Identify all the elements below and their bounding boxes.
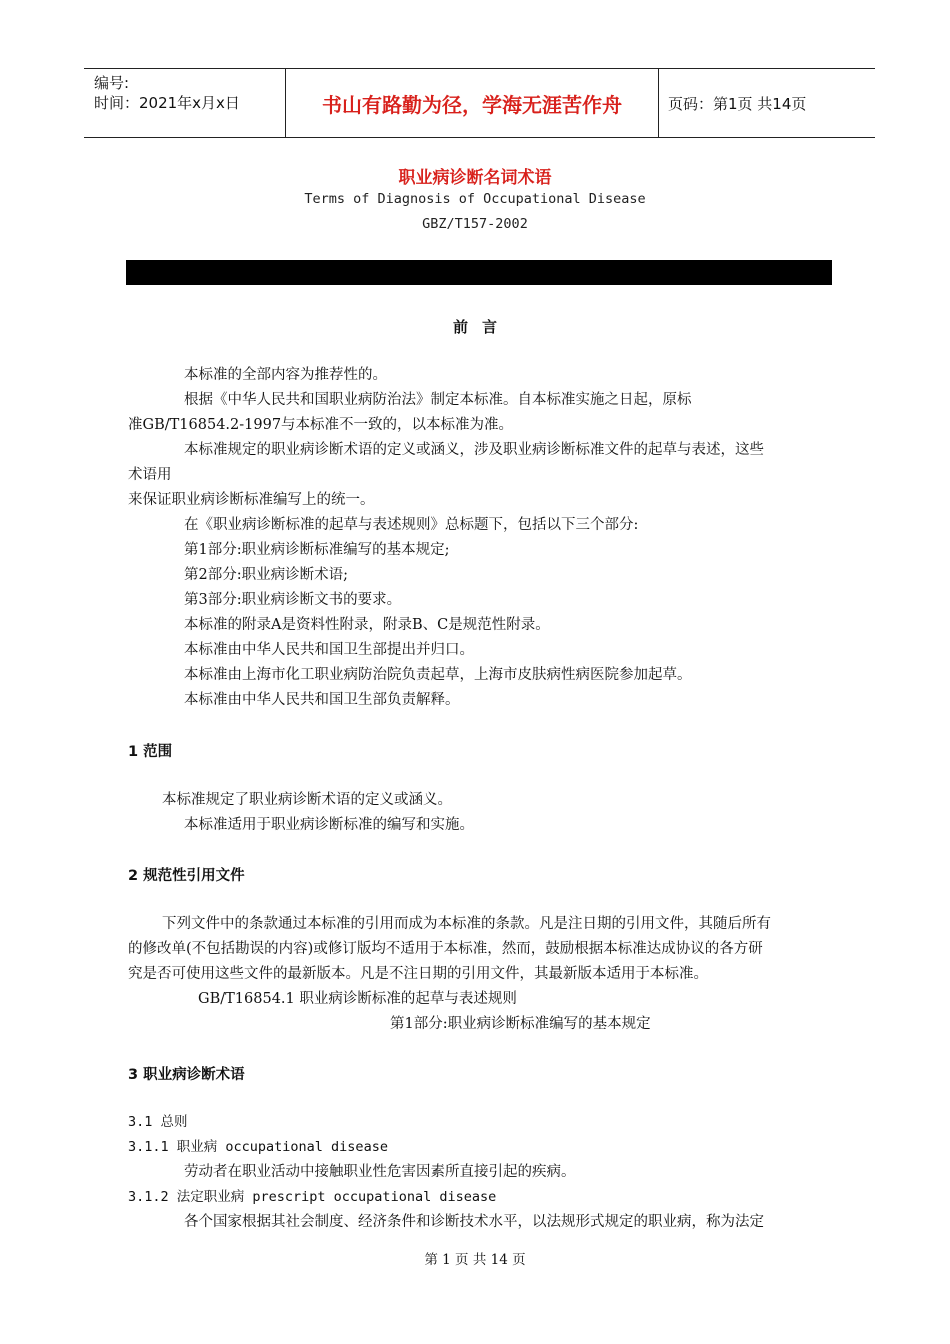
section-2-line: 究是否可使用这些文件的最新版本。凡是不注日期的引用文件，其最新版本适用于本标准。 bbox=[128, 966, 708, 982]
section-1-heading: 1 范围 bbox=[128, 744, 173, 760]
foreword-line: 本标准规定的职业病诊断术语的定义或涵义，涉及职业病诊断标准文件的起草与表述，这些 bbox=[184, 442, 764, 458]
document-subtitle: Terms of Diagnosis of Occupational Disease bbox=[304, 191, 646, 207]
subsection-heading: 3.1 总则 bbox=[128, 1114, 188, 1130]
term-heading: 3.1.2 法定职业病 prescript occupational disease bbox=[128, 1189, 497, 1205]
header-meta-cell bbox=[84, 69, 284, 137]
foreword-line-text: 根据《中华人民共和国职业病防治法》制定本标准。自本标准实施之日起，原标 bbox=[184, 392, 692, 408]
referenced-standard-part: 第1部分:职业病诊断标准编写的基本规定 bbox=[390, 1016, 651, 1032]
referenced-standard: GB/T16854.1 职业病诊断标准的起草与表述规则 bbox=[198, 991, 517, 1007]
foreword-line: 本标准由中华人民共和国卫生部负责解释。 bbox=[184, 692, 460, 708]
foreword-line: 准GB/T16854.2-1997与本标准不一致的，以本标准为准。 bbox=[128, 417, 514, 433]
section-2-heading: 2 规范性引用文件 bbox=[128, 868, 245, 884]
page-footer: 第 1 页 共 14 页 bbox=[424, 1252, 526, 1268]
document-date-label: 时间：2021年x月x日 bbox=[94, 94, 240, 112]
term-heading: 3.1.1 职业病 occupational disease bbox=[128, 1139, 388, 1155]
foreword-heading: 前言 bbox=[452, 318, 511, 336]
foreword-line: 本标准的全部内容为推荐性的。 bbox=[184, 367, 387, 383]
section-1-line: 本标准规定了职业病诊断术语的定义或涵义。 bbox=[162, 792, 452, 808]
foreword-line: 术语用 bbox=[128, 467, 172, 483]
standard-code: GBZ/T157-2002 bbox=[422, 216, 528, 232]
section-1-line: 本标准适用于职业病诊断标准的编写和实施。 bbox=[184, 817, 474, 833]
header-divider bbox=[658, 69, 659, 137]
section-3-heading: 3 职业病诊断术语 bbox=[128, 1067, 245, 1083]
header-table bbox=[84, 68, 875, 138]
document-title: 职业病诊断名词术语 bbox=[398, 168, 552, 188]
term-definition: 各个国家根据其社会制度、经济条件和诊断技术水平，以法规形式规定的职业病，称为法定 bbox=[184, 1214, 764, 1230]
foreword-line: 第3部分:职业病诊断文书的要求。 bbox=[184, 592, 402, 608]
foreword-line: 本标准由上海市化工职业病防治院负责起草，上海市皮肤病性病医院参加起草。 bbox=[184, 667, 692, 683]
header-slogan: 书山有路勤为径，学海无涯苦作舟 bbox=[322, 92, 622, 117]
foreword-line: 本标准的附录A是资料性附录，附录B、C是规范性附录。 bbox=[184, 617, 550, 633]
foreword-line: 本标准由中华人民共和国卫生部提出并归口。 bbox=[184, 642, 474, 658]
section-2-line: 的修改单(不包括勘误的内容)或修订版均不适用于本标准，然而，鼓励根据本标准达成协议的各方研 bbox=[128, 941, 763, 957]
foreword-line: 来保证职业病诊断标准编写上的统一。 bbox=[128, 492, 375, 508]
section-2-line: 下列文件中的条款通过本标准的引用而成为本标准的条款。凡是注日期的引用文件，其随后所有 bbox=[162, 916, 771, 932]
foreword-line: 第2部分:职业病诊断术语; bbox=[184, 567, 348, 583]
redaction-bar bbox=[126, 260, 832, 285]
foreword-line: 第1部分:职业病诊断标准编写的基本规定; bbox=[184, 542, 450, 558]
term-definition: 劳动者在职业活动中接触职业性危害因素所直接引起的疾病。 bbox=[184, 1164, 576, 1180]
document-number-label: 编号: bbox=[94, 74, 130, 92]
foreword-line: 在《职业病诊断标准的起草与表述规则》总标题下，包括以下三个部分: bbox=[184, 517, 639, 533]
header-page-label: 页码：第1页 共14页 bbox=[668, 94, 807, 113]
foreword-line bbox=[184, 391, 830, 409]
